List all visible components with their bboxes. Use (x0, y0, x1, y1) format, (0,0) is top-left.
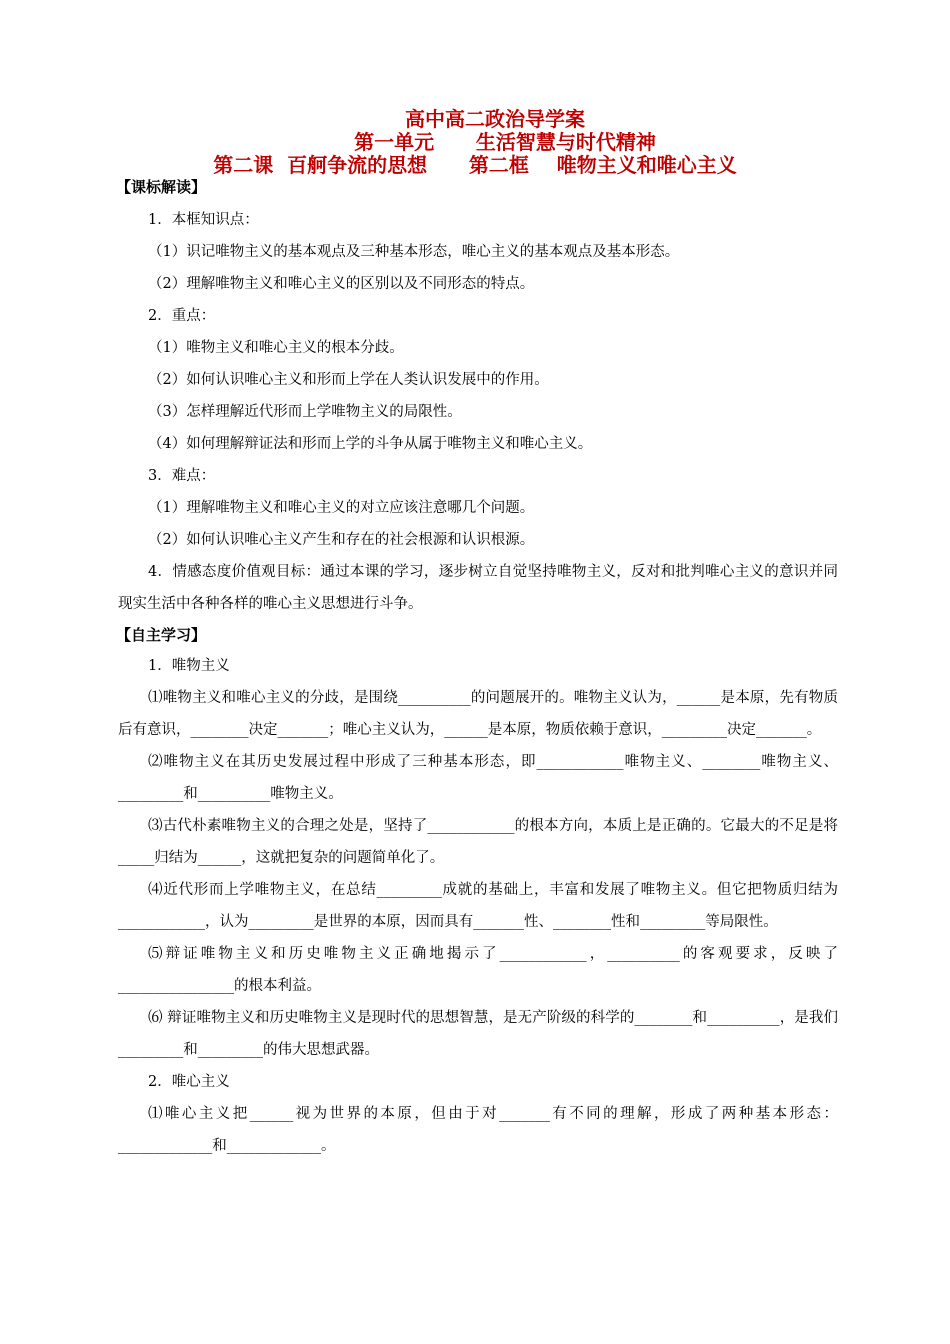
standards-line: 4．情感态度价值观目标：通过本课的学习，逐步树立自觉坚持唯物主义，反对和批判唯心主义的意识并同现实生活中各种各样的唯心主义思想进行斗争。 (118, 564, 838, 612)
fill-blank-item: ⑶古代朴素唯物主义的合理之处是，坚持了____________的根本方向，本质上是正确的。它最大的不足是将_____归结为______，这就把复杂的问题简单化了。 (118, 818, 838, 866)
doc-title: 高中高二政治导学案 (405, 107, 585, 131)
standards-line: （2）如何认识唯心主义产生和存在的社会根源和认识根源。 (148, 532, 535, 548)
section-heading-self-study: 【自主学习】 (116, 626, 207, 644)
fill-blank-item: ⑵唯物主义在其历史发展过程中形成了三种基本形态，即____________唯物主义、________唯物主义、_________和__________唯物主义。 (118, 754, 838, 802)
title-block (0, 108, 950, 177)
standards-line: （2）理解唯物主义和唯心主义的区别以及不同形态的特点。 (148, 276, 535, 292)
standards-line: （1）理解唯物主义和唯心主义的对立应该注意哪几个问题。 (148, 500, 535, 516)
content (118, 176, 838, 1162)
unit-title: 第一单元 生活智慧与时代精神 (354, 130, 656, 154)
standards-line: （4）如何理解辩证法和形而上学的斗争从属于唯物主义和唯心主义。 (148, 436, 593, 452)
section-heading-standards: 【课标解读】 (116, 178, 207, 196)
standards-line: （1）唯物主义和唯心主义的根本分歧。 (148, 340, 404, 356)
standards-line: 1．本框知识点： (148, 212, 259, 228)
fill-blank-item: ⑹ 辩证唯物主义和历史唯物主义是现时代的思想智慧，是无产阶级的科学的________和__________，是我们_________和_________的伟大思想武器。 (118, 1010, 838, 1058)
fill-blank-item: ⑴唯物主义和唯心主义的分歧，是围绕__________的问题展开的。唯物主义认为，______是本原，先有物质后有意识，________决定_______；唯心主义认为，______是本原，物质依赖于意识，_________决定_______。 (118, 690, 838, 738)
subheading-materialism: 1．唯物主义 (148, 658, 230, 674)
standards-line: 2．重点： (148, 308, 216, 324)
fill-blank-item: ⑷近代形而上学唯物主义，在总结_________成就的基础上，丰富和发展了唯物主义。但它把物质归结为____________，认为_________是世界的本原，因而具有_______性、________性和_________等局限性。 (118, 882, 838, 930)
fill-blank-item: ⑸辩证唯物主义和历史唯物主义正确地揭示了____________，__________的客观要求，反映了________________的根本利益。 (118, 946, 838, 994)
lesson-title: 第二课 百舸争流的思想 第二框 唯物主义和唯心主义 (213, 153, 737, 177)
standards-line: 3．难点： (148, 468, 216, 484)
standards-line: （2）如何认识唯心主义和形而上学在人类认识发展中的作用。 (148, 372, 549, 388)
fill-blank-item: ⑴唯心主义把______视为世界的本原，但由于对_______有不同的理解，形成了两种基本形态：_____________和_____________。 (118, 1106, 838, 1154)
standards-line: （1）识记唯物主义的基本观点及三种基本形态，唯心主义的基本观点及基本形态。 (148, 244, 680, 260)
subheading-idealism: 2．唯心主义 (148, 1074, 230, 1090)
standards-line: （3）怎样理解近代形而上学唯物主义的局限性。 (148, 404, 462, 420)
